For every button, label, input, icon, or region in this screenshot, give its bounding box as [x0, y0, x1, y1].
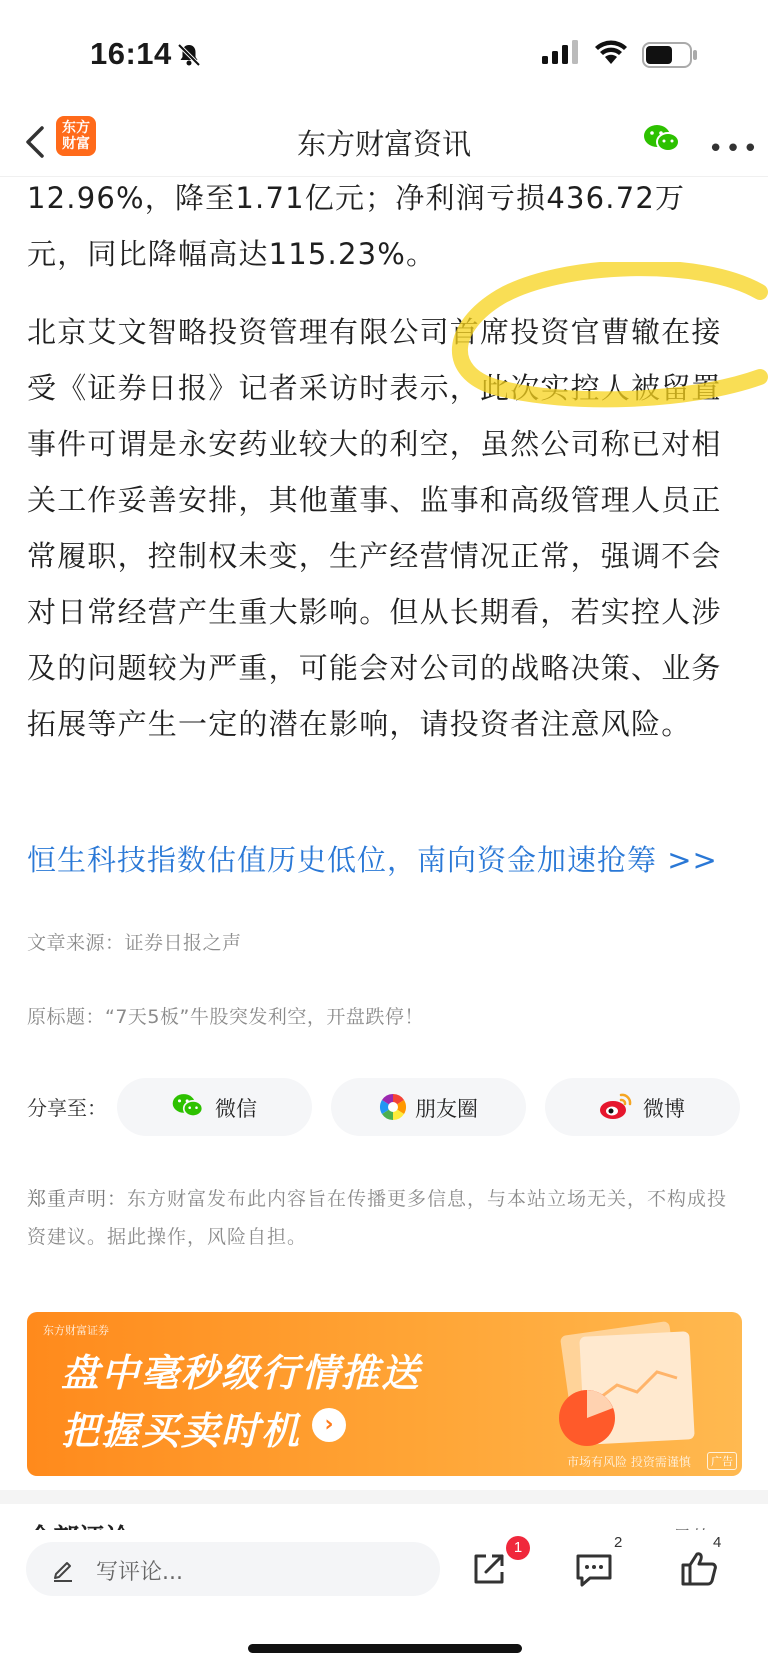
share-badge: 1 — [506, 1536, 530, 1560]
share-wechat-label: 微信 — [215, 1097, 257, 1121]
article-body — [27, 170, 743, 752]
thumbs-up-icon[interactable] — [680, 1550, 718, 1592]
banner-headline: 盘中毫秒级行情推送 — [61, 1351, 422, 1395]
share-weibo-label: 微博 — [643, 1097, 685, 1121]
share-label: 分享至： — [27, 1096, 107, 1120]
pen-icon — [50, 1556, 76, 1586]
disclaimer-label: 郑重声明： — [27, 1188, 128, 1210]
arrow-right-icon: › — [312, 1408, 346, 1442]
ad-banner[interactable] — [27, 1312, 742, 1476]
document-chart-illustration — [527, 1320, 717, 1450]
comment-placeholder: 写评论... — [96, 1560, 183, 1585]
banner-subheadline: 把握买卖时机 — [61, 1409, 302, 1453]
share-external-icon[interactable] — [470, 1550, 508, 1592]
like-count: 4 — [713, 1534, 722, 1551]
banner-brand: 东方财富证券 — [43, 1324, 109, 1337]
banner-risk-note: 市场有风险 投资需谨慎 — [567, 1455, 691, 1469]
share-moments-button[interactable] — [331, 1078, 526, 1136]
article-paragraph: 12.96%，降至1.71亿元；净利润亏损436.72万元，同比降幅高达115.23%。 — [27, 181, 686, 271]
page-title: 东方财富资讯 — [296, 127, 471, 161]
moments-icon — [379, 1093, 407, 1125]
article-paragraph: 北京艾文智略投资管理有限公司首席投资官曹辙在接受《证券日报》记者采访时表示，此次实控人被留置事件可谓是永安药业较大的利空，虽然公司称已对相关工作妥善安排，其他董事、监事和高级管理人员正常履职，控制权未变，生产经营情况正常，强调不会对日常经营产生重大影响。但从长期看，若实控人涉及的问题较为严重，可能会对公司的战略决策、业务拓展等产生一定的潜在影响，请投资者注意风险。 — [27, 315, 722, 741]
status-time: 16:14 — [90, 36, 172, 71]
article-source: 文章来源：证券日报之声 — [27, 932, 242, 954]
share-moments-label: 朋友圈 — [415, 1097, 478, 1121]
disclaimer — [27, 1180, 743, 1256]
promo-link[interactable]: 恒生科技指数估值历史低位，南向资金加速抢筹 >> — [27, 843, 718, 877]
original-title: 原标题：“7天5板”牛股突发利空，开盘跌停！ — [27, 1006, 424, 1028]
disclaimer-text: 东方财富发布此内容旨在传播更多信息，与本站立场无关，不构成投资建议。据此操作，风险自担。 — [27, 1188, 728, 1248]
cellular-signal-icon — [542, 40, 580, 68]
battery-icon — [642, 42, 698, 72]
share-weibo-button[interactable] — [545, 1078, 740, 1136]
comment-input[interactable] — [26, 1542, 440, 1596]
ad-label: 广告 — [707, 1452, 737, 1470]
comment-count: 2 — [614, 1534, 623, 1551]
share-wechat-button[interactable] — [117, 1078, 312, 1136]
comment-bubble-icon[interactable] — [574, 1550, 614, 1592]
home-indicator — [248, 1644, 522, 1653]
section-divider — [0, 1490, 768, 1504]
weibo-icon — [599, 1091, 633, 1125]
status-bar — [0, 0, 768, 110]
more-options-icon[interactable]: ••• — [708, 134, 761, 164]
wifi-icon — [594, 40, 628, 70]
wechat-share-icon[interactable] — [642, 122, 682, 160]
nav-bar — [0, 110, 768, 177]
app-logo: 东方财富 — [56, 116, 96, 156]
wechat-icon — [171, 1091, 205, 1125]
bell-muted-icon — [176, 42, 202, 72]
